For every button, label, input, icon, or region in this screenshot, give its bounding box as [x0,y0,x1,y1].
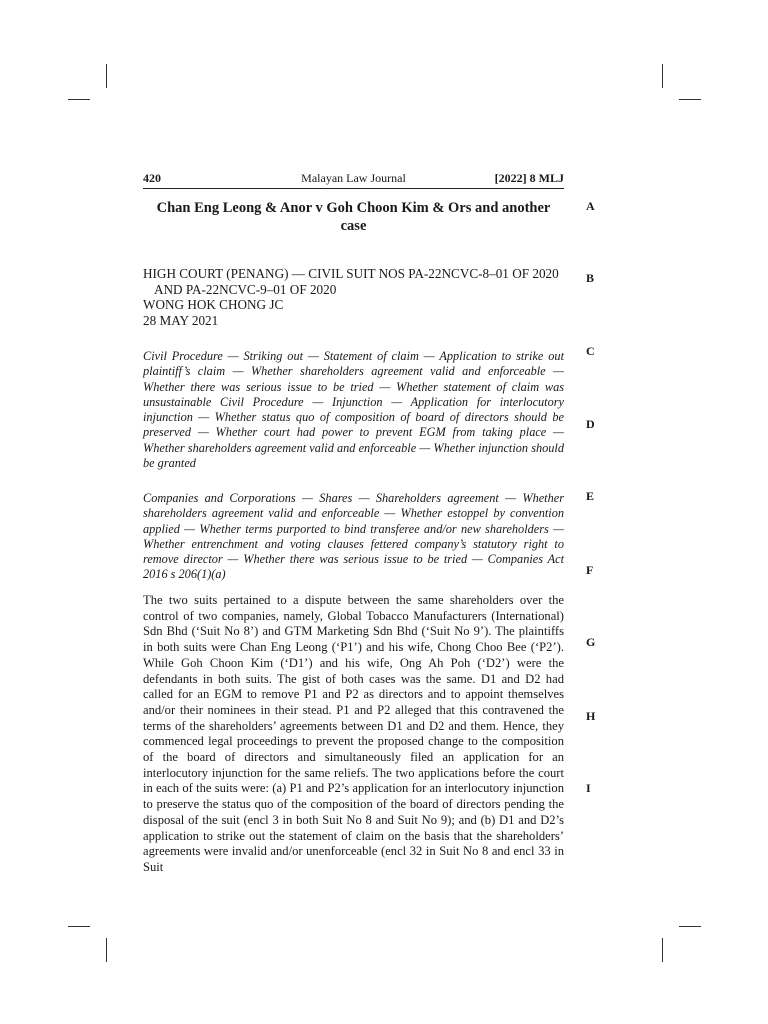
margin-letter-f: F [586,563,594,577]
margin-letter-b: B [586,271,595,285]
catchwords-civil-procedure: Civil Procedure — Striking out — Statement of claim — Application to strike out plaintiff’s claim — Whether shareholders agreement valid and enforceable — Whether there was serious issue to be tried — Whether statement of claim was unsustainable Civil Procedure — Injunction — Application for interlocutory injunction — Whether status quo of composition of board of directors should be preserved — Whether court had power to prevent EGM from taking place — Whether shareholders agreement valid and enforceable — Whether injunction should be granted [143,349,564,471]
citation: [2022] 8 MLJ [494,171,564,185]
judge-name: WONG HOK CHONG JC [143,297,284,312]
crop-mark [679,926,701,927]
margin-letter-i: I [586,781,591,795]
case-title: Chan Eng Leong & Anor v Goh Choon Kim & Ors and another case [156,200,551,234]
crop-mark [662,938,663,962]
crop-mark [106,938,107,962]
headnote-paragraph: The two suits pertained to a dispute between the same shareholders over the control of two companies, namely, Global Tobacco Manufacturers (International) Sdn Bhd (‘Suit No 8’) and GTM Marketing Sdn Bhd (‘Suit No 9’). The plaintiffs in both suits were Chan Eng Leong (‘P1’) and his wife, Chong Choo Bee (‘P2’). While Goh Choon Kim (‘D1’) and his wife, Ong Ah Poh (‘D2’) were the defendants in both suits. The gist of both cases was the same. D1 and D2 had called for an EGM to remove P1 and P2 as directors and to appoint themselves and/or their nominees in their stead. P1 and P2 alleged that this contravened the terms of the shareholders’ agreements between D1 and D2 and them. Hence, they commenced legal proceedings to prevent the proposed change to the composition of the board of directors and simultaneously filed an application for an interlocutory injunction for the same reliefs. The two applications before the court in each of the suits were: (a) P1 and P2’s application for an interlocutory injunction to preserve the status quo of the composition of the board of directors pending the disposal of the suit (encl 3 in both Suit No 8 and Suit No 9); and (b) D1 and D2’s application to strike out the statement of claim on the basis that the shareholders’ agreements were invalid and/or unenforceable (encl 32 in Suit No 8 and encl 33 in Suit [143,593,564,874]
header-rule [143,188,564,189]
page-number: 420 [143,171,161,185]
court-details [143,266,564,328]
crop-mark [68,926,90,927]
crop-mark [679,99,701,100]
running-header [143,171,564,185]
margin-letter-c: C [586,344,595,358]
decision-date: 28 MAY 2021 [143,312,219,328]
crop-mark [106,64,107,88]
court-line: HIGH COURT (PENANG) — CIVIL SUIT NOS PA-22NCVC-8–01 OF 2020 AND PA-22NCVC-9–01 OF 2020 [143,266,559,297]
margin-letter-a: A [586,199,595,213]
margin-letter-d: D [586,417,595,431]
margin-letter-e: E [586,489,595,503]
crop-mark [662,64,663,88]
journal-name: Malayan Law Journal [301,171,406,185]
catchwords-companies: Companies and Corporations — Shares — Shareholders agreement — Whether shareholders agreement valid and enforceable — Whether estoppel by convention applied — Whether terms purported to bind transferee and/or new shareholders — Whether entrenchment and voting clauses fettered company’s statutory right to remove director — Whether there was serious issue to be tried — Companies Act 2016 s 206(1)(a) [143,491,564,582]
margin-letter-g: G [586,635,596,649]
crop-mark [68,99,90,100]
margin-letter-h: H [586,709,596,723]
